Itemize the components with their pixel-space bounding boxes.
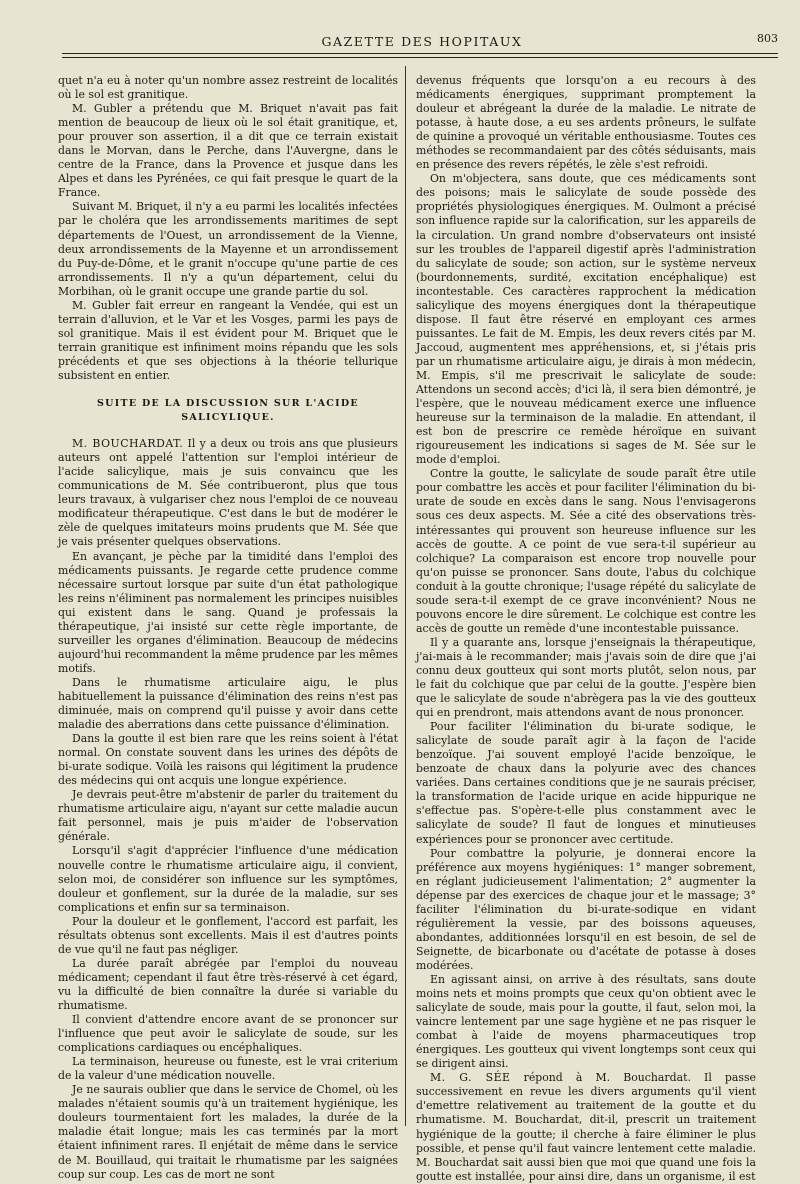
paragraph-text: répond à M. Bouchardat. Il passe successivement en revue les divers arguments qu'il vient d'emettre relativement au traitement de la goutte et du rhumatisme. M. Bouchardat, dit-il, prescrit un traitement hygiénique de la goutte; il cherche à faire éliminer le plus possible, et pense qu'il faut vaincre lentement cette maladie. M. Bouchardat sait aussi bien que moi que quand une fois la goutte est installée, pour ainsi dire, dans un organisme, il est [416, 1071, 757, 1183]
paragraph: Pour faciliter l'élimination du bi-urate sodique, le salicylate de soude paraît agir à la façon de l'acide benzoïque. J'ai souvent employé l'acide benzoïque, le benzoate de chaux dans la polyurie avec des chances variées. Dans certaines conditions que je ne saurais préciser, la transformation de l'acide urique en acide hippurique ne s'effectue pas. S'opère-t-elle plus constamment avec le salicylate de soude? Il faut de longues et minutieuses expériences pour se prononcer avec certitude. [416, 720, 756, 846]
paragraph: Lorsqu'il s'agit d'apprécier l'influence d'une médication nouvelle contre le rhumatisme articulaire aigu, il convient, selon moi, de considérer son influence sur les symptômes, douleur et gonflement, sur la durée de la maladie, sur ses complications et enfin sur sa terminaison. [58, 844, 398, 914]
paragraph: Pour la douleur et le gonflement, l'accord est parfait, les résultats obtenus sont excellents. Mais il est d'autres points de vue qu'il ne faut pas négliger. [58, 914, 398, 956]
paragraph: Je devrais peut-être m'abstenir de parler du traitement du rhumatisme articulaire aigu, n'ayant sur cette maladie aucun fait personnel, mais je puis m'aider de l'observation générale. [58, 788, 398, 844]
section-heading: SUITE DE LA DISCUSSION SUR L'ACIDE SALICYLIQUE. [97, 398, 359, 424]
paragraph: Contre la goutte, le salicylate de soude paraît être utile pour combattre les accès et pour faciliter l'élimination du bi-urate de soude en excès dans le sang. Nous l'envisagerons sous ces deux aspects. M. Sée a cité des observations très-intéressantes qui prouvent son heureuse influence sur les accès de goutte. A ce point de vue sera-t-il supérieur au colchique? La comparaison est encore trop nouvelle pour qu'on puisse se prononcer. Sans doute, l'abus du colchique conduit à la goutte chronique; l'usage répété du salicylate de soude sera-t-il exempt de ce grave inconvénient? Nous ne pouvons encore le dire sûrement. Le colchique est contre les accès de goutte un remède d'une incontestable puissance. [416, 467, 756, 635]
paragraph: Je ne saurais oublier que dans le service de Chomel, où les malades n'étaient soumis qu'à un traitement hygiénique, les douleurs tourmentaient fort les malades, la durée de la maladie était longue; mais les cas terminés par la mort étaient infiniment rares. Il enjétait de même dans le service de M. Bouillaud, qui traitait le rhumatisme par les saignées coup sur coup. Les cas de mort ne sont [58, 1083, 398, 1181]
paragraph: Dans le rhumatisme articulaire aigu, le plus habituellement la puissance d'élimination des reins n'est pas diminuée, mais on comprend qu'il puisse y avoir dans cette maladie des aberrations dans cette puissance d'élimination. [58, 675, 398, 732]
paragraph: La durée paraît abrégée par l'emploi du nouveau médicament; cependant il faut être très-réservé à cet égard, vu la difficulté de bien connaître la durée si variable du rhumatisme. [58, 956, 398, 1012]
paragraph: Il y a quarante ans, lorsque j'enseignais la thérapeutique, j'ai-mais à le recommander; mais j'avais soin de dire que j'ai connu deux goutteux qui sont morts plutôt, selon nous, par le fait du colchique que par celui de la goutte. J'espère bien que le salicylate de soude n'abrègera pas la vie des goutteux qui en prendront, mais attendons avant de nous prononcer. [416, 635, 756, 720]
header-rule-thin [62, 57, 778, 58]
paragraph [58, 437, 398, 549]
speaker-name: M. BOUCHARDAT. [72, 437, 184, 451]
paragraph: M. Gubler a prétendu que M. Briquet n'avait pas fait mention de beaucoup de lieux où le sol était granitique, et, pour prouver son assertion, il a dit que ce terrain existait dans le Morvan, dans le Perche, dans l'Auvergne, dans le centre de la France, dans la Provence et jusque dans les Alpes et dans les Pyrénées, ce qui fait presque le quart de la France. [58, 102, 398, 200]
right-column [416, 74, 756, 1184]
paragraph: En avançant, je pèche par la timidité dans l'emploi des médicaments puissants. Je regarde cette prudence comme nécessaire surtout lorsque par suite d'un état pathologique les reins n'éliminent pas normalement les principes nuisibles qui existent dans le sang. Quand je professais la thérapeutique, j'ai insisté sur cette règle importante, de surveiller les organes d'élimination. Beaucoup de médecins aujourd'hui recommandent la même prudence par les mêmes motifs. [58, 549, 398, 675]
paragraph-text: Il y a deux ou trois ans que plusieurs auteurs ont appelé l'attention sur l'emploi intérieur de l'acide salicylique, mais je suis convaincu que les communications de M. Sée contribueront, plus que tous leurs travaux, à vulgariser chez nous l'emploi de ce nouveau modificateur thérapeutique. C'est dans le but de modérer le zèle de quelques imitateurs moins prudents que M. Sée que je vais présenter quelques observations. [58, 437, 398, 549]
journal-title: GAZETTE DES HOPITAUX [321, 34, 523, 49]
paragraph: La terminaison, heureuse ou funeste, est le vrai criterium de la valeur d'une médication nouvelle. [58, 1055, 398, 1083]
column-divider [405, 66, 406, 1126]
paragraph: Dans la goutte il est bien rare que les reins soient à l'état normal. On constate souvent dans les urines des dépôts de bi-urate sodique. Voilà les raisons qui légitiment la prudence des médecins qui ont acquis une longue expérience. [58, 732, 398, 788]
paragraph: Pour combattre la polyurie, je donnerai encore la préférence aux moyens hygiéniques: 1° manger sobrement, en réglant judicieusement l'alimentation; 2° augmenter la dépense par des exercices de chaque jour et le massage; 3° faciliter l'élimination du bi-urate-sodique en vidant régulièrement la vessie, par des boissons aqueuses, abondantes, additionnées lorsqu'il en est besoin, de sel de Seignette, de bicarbonate ou d'acétate de potasse à doses modérées. [416, 846, 756, 972]
paragraph: M. Gubler fait erreur en rangeant la Vendée, qui est un terrain d'alluvion, et le Var et les Vosges, parmi les pays de sol granitique. Mais il est évident pour M. Briquet que le terrain granitique est infiniment moins répandu que les sols précédents et que ses objections à la théorie tellurique subsistent en entier. [58, 298, 398, 382]
paragraph: Il convient d'attendre encore avant de se prononcer sur l'influence que peut avoir le salicylate de soude, sur les complications cardiaques ou encéphaliques. [58, 1013, 398, 1055]
speaker-name: M. G. SÉE [430, 1071, 511, 1085]
paragraph [416, 1071, 756, 1183]
paragraph: quet n'a eu à noter qu'un nombre assez restreint de localités où le sol est granitique. [58, 74, 398, 102]
paragraph: Suivant M. Briquet, il n'y a eu parmi les localités infectées par le choléra que les arrondissements maritimes de sept départements de l'Ouest, un arrondissement de la Vienne, deux arrondissements de la Mayenne et un arrondissement du Puy-de-Dôme, et le granit n'occupe qu'une partie de ces arrondissements. Il n'y a qu'un département, celui du Morbihan, où le granit occupe une grande partie du sol. [58, 200, 398, 298]
paragraph: On m'objectera, sans doute, que ces médicaments sont des poisons; mais le salicylate de soude possède des propriétés physiologiques énergiques. M. Oulmont a précisé son influence rapide sur la calorification, sur les appareils de la circulation. Un grand nombre d'observateurs ont insisté sur les troubles de l'appareil digestif après l'administration du salicylate de soude; son action, sur le système nerveux (bourdonnements, surdité, excitation encéphalique) est incontestable. Ces caractères rapprochent la médication salicylique des moyens énergiques dont la thérapeutique dispose. Il faut être réservé en employant ces armes puissantes. Le fait de M. Empis, les deux revers cités par M. Jaccoud, augmentent mes appréhensions, et, si j'étais pris par un rhumatisme articulaire aigu, je dirais à mon médecin, M. Empis, s'il me prescrivait le salicylate de soude: Attendons un second accès; d'ici là, il sera bien démontré, je l'espère, que le nouveau médicament exerce une influence heureuse sur la terminaison de la maladie. En attendant, il est bon de prescrire ce remède héroïque en suivant rigoureusement les indications si sages de M. Sée sur le mode d'emploi. [416, 172, 756, 467]
paragraph: En agissant ainsi, on arrive à des résultats, sans doute moins nets et moins prompts que ceux qu'on obtient avec le salicylate de soude, mais pour la goutte, il faut, selon moi, la vaincre lentement par une sage hygiène et ne pas risquer le combat à l'aide de moyens pharmaceutiques trop énergiques. Les goutteux qui vivent longtemps sont ceux qui se dirigent ainsi. [416, 973, 756, 1071]
left-column [58, 74, 398, 1182]
header-rule-thick [62, 53, 778, 54]
page-number: 803 [757, 32, 778, 45]
paragraph: devenus fréquents que lorsqu'on a eu recours à des médicaments énergiques, supprimant promptement la douleur et abrégeant la durée de la maladie. Le nitrate de potasse, à haute dose, a eu ses ardents prôneurs, le sulfate de quinine a provoqué un véritable enthousiasme. Toutes ces méthodes se recommandaient par des côtés séduisants, mais en présence des revers répétés, le zèle s'est refroidi. [416, 74, 756, 172]
